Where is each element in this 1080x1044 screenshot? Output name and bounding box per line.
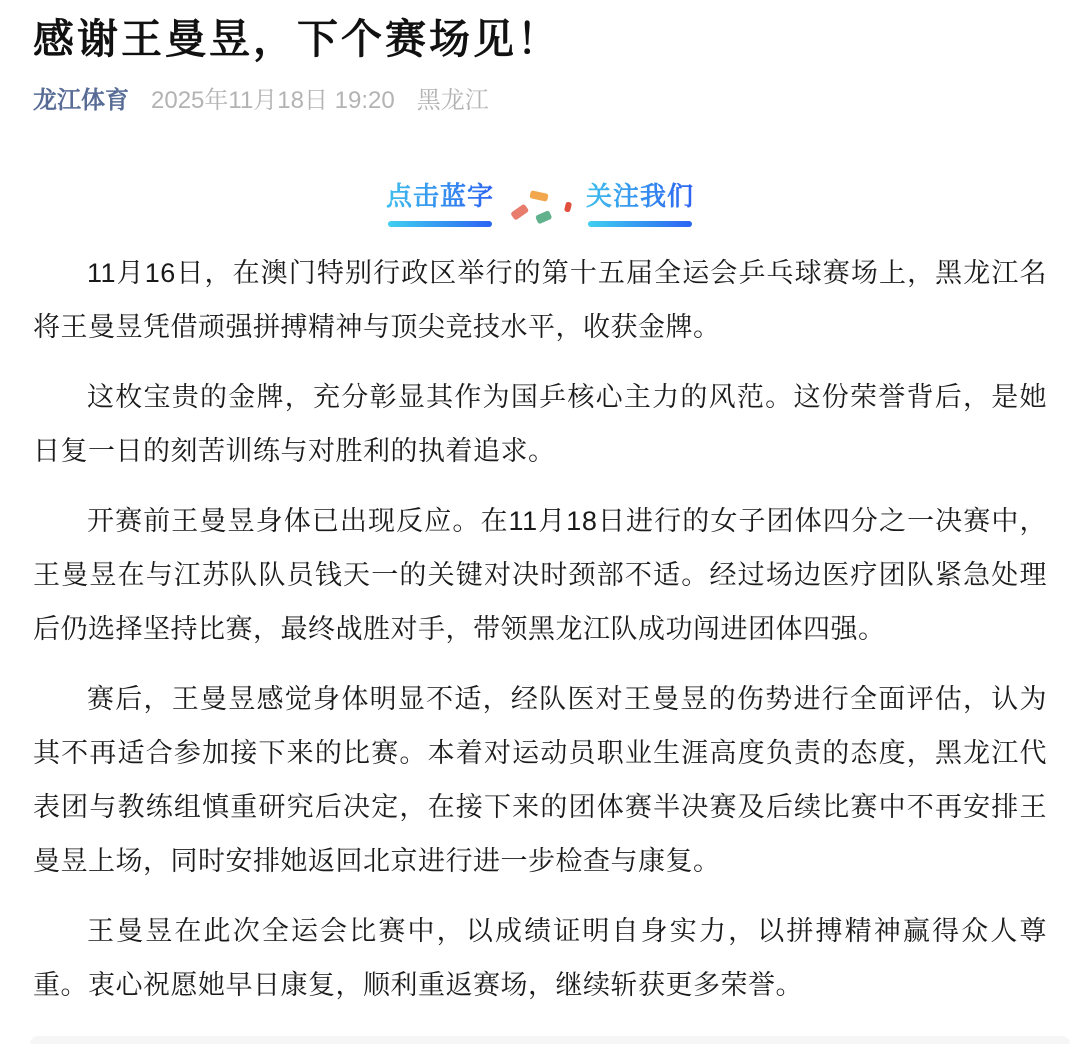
article-body	[33, 246, 1047, 1012]
paragraph: 11月16日，在澳门特别行政区举行的第十五届全运会乒乓球赛场上，黑龙江名将王曼昱凭借顽强拼搏精神与顶尖竞技水平，收获金牌。	[33, 257, 1047, 342]
follow-us-text[interactable]: 关注我们	[586, 176, 694, 213]
banner-underline-left	[388, 221, 492, 227]
confetti-icon	[506, 184, 574, 230]
byline	[33, 84, 1047, 118]
follow-us-text-block[interactable]	[586, 176, 694, 227]
paragraph: 开赛前王曼昱身体已出现反应。在11月18日进行的女子团体四分之一决赛中，王曼昱在与江苏队队员钱天一的关键对决时颈部不适。经过场边医疗团队紧急处理后仍选择坚持比赛，最终战胜对手，带领黑龙江队成功闯进团体四强。	[33, 505, 1047, 644]
paragraph: 赛后，王曼昱感觉身体明显不适，经队医对王曼昱的伤势进行全面评估，认为其不再适合参加接下来的比赛。本着对运动员职业生涯高度负责的态度，黑龙江代表团与教练组慎重研究后决定，在接下来的团体赛半决赛及后续比赛中不再安排王曼昱上场，同时安排她返回北京进行进一步检查与康复。	[33, 683, 1047, 876]
follow-banner[interactable]	[33, 176, 1047, 230]
article-page	[0, 13, 1080, 1012]
publish-date: 2025年11月18日 19:20	[151, 87, 395, 115]
publish-location: 黑龙江	[416, 87, 489, 115]
next-content-preview	[30, 1036, 1070, 1044]
paragraph: 王曼昱在此次全运会比赛中，以成绩证明自身实力，以拼搏精神赢得众人尊重。衷心祝愿她早日康复，顺利重返赛场，继续斩获更多荣誉。	[33, 915, 1047, 1000]
banner-underline-right	[588, 221, 692, 227]
page-title: 感谢王曼昱，下个赛场见！	[33, 16, 561, 62]
click-blue-text[interactable]: 点击蓝字	[386, 176, 494, 213]
click-blue-text-block[interactable]	[386, 176, 494, 227]
account-name-link[interactable]: 龙江体育	[33, 87, 129, 115]
paragraph: 这枚宝贵的金牌，充分彰显其作为国乒核心主力的风范。这份荣誉背后，是她日复一日的刻苦训练与对胜利的执着追求。	[33, 381, 1047, 466]
